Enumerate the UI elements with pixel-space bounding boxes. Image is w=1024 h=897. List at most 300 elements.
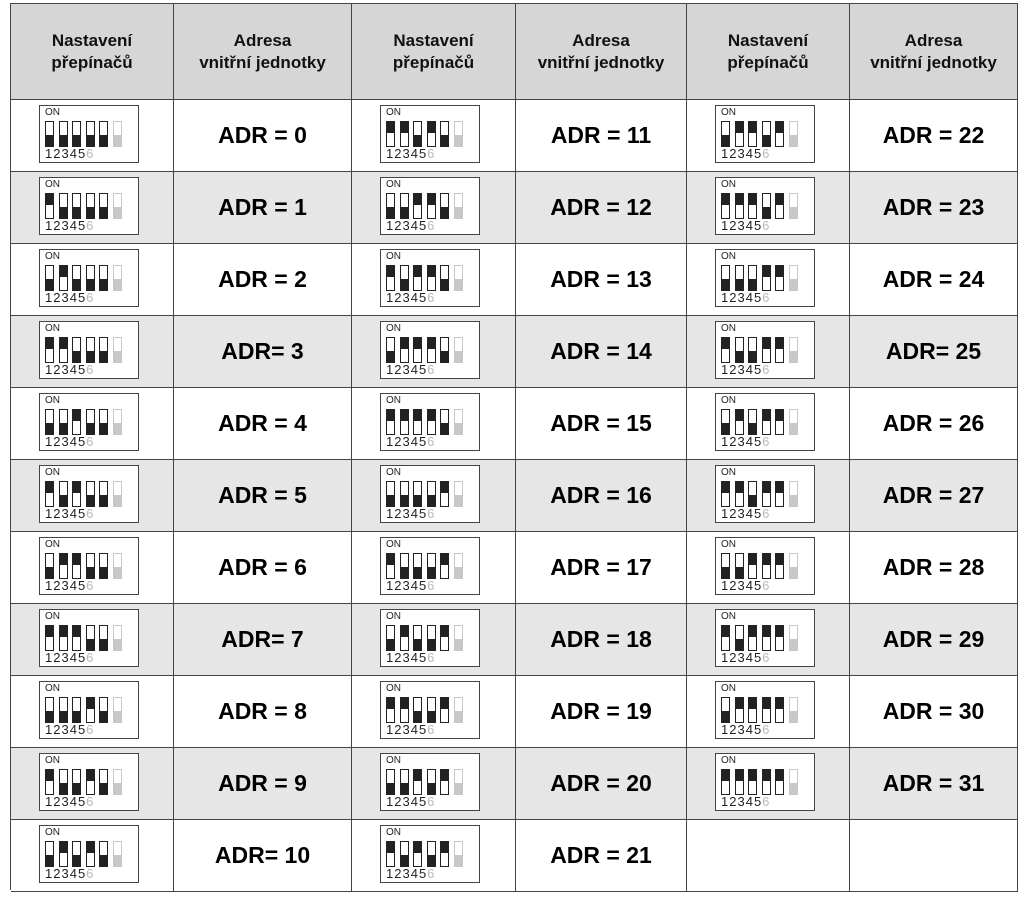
switch-cell [11,388,174,460]
switch-lever-2 [59,553,68,579]
switch-lever-3 [413,121,422,147]
dip-switch-icon [39,393,139,451]
switch-number: 5 [418,434,428,449]
switch-number: 2 [53,506,62,521]
switch-cell [11,820,174,892]
switch-lever-3 [413,625,422,651]
switch-lever-2 [735,121,744,147]
switch-number: 1 [45,218,54,233]
switch-lever-1 [721,481,730,507]
switch-number: 5 [77,506,87,521]
switch-number: 3 [737,434,746,449]
switch-numbers [721,363,770,377]
switch-number: 1 [386,434,395,449]
switch-lever-2 [400,841,409,867]
table-row [11,820,1018,892]
switch-number: 5 [753,506,763,521]
address-cell [174,676,352,748]
switch-lever-6 [454,769,463,795]
switch-number: 2 [394,794,403,809]
switch-lever-4 [427,841,436,867]
on-label: ON [45,539,60,550]
switch-lever-6 [454,625,463,651]
switch-lever-2 [59,409,68,435]
switch-lever-4 [762,625,771,651]
switch-lever-4 [762,409,771,435]
switch-number: 6 [427,650,436,665]
switch-number: 6 [86,218,95,233]
header-indoor-address [850,4,1018,100]
switch-number: 5 [753,722,763,737]
switch-lever-5 [440,841,449,867]
switch-lever-6 [113,409,122,435]
header-label: Adresa vnitřní jednotky [537,30,665,72]
on-label: ON [386,179,401,190]
switch-lever-6 [113,697,122,723]
switch-lever-5 [775,769,784,795]
switch-number: 4 [410,218,419,233]
address-value: ADR = 17 [550,554,652,580]
switch-lever-3 [72,193,81,219]
switch-lever-1 [386,121,395,147]
switch-lever-4 [427,265,436,291]
switch-lever-6 [789,337,798,363]
header-switch-setting [687,4,850,100]
dip-switch-icon [380,105,480,163]
switch-number: 2 [729,218,738,233]
switch-lever-1 [721,553,730,579]
dip-switch-icon [715,105,815,163]
switch-number: 5 [753,434,763,449]
switch-number: 5 [418,218,428,233]
switch-lever-4 [762,193,771,219]
switch-lever-6 [113,625,122,651]
switch-cell [687,100,850,172]
switch-lever-3 [748,697,757,723]
address-value: ADR = 27 [882,482,985,508]
switch-cell [352,676,516,748]
switch-lever-2 [400,265,409,291]
switch-lever-3 [748,625,757,651]
switch-lever-5 [99,265,108,291]
table-row [11,460,1018,532]
switch-number: 5 [77,290,87,305]
switch-lever-4 [86,625,95,651]
on-label: ON [45,179,60,190]
switch-number: 2 [729,434,738,449]
switch-lever-3 [72,265,81,291]
switch-cell [352,388,516,460]
switch-number: 1 [721,290,730,305]
switch-numbers [386,219,435,233]
switch-number: 1 [45,794,54,809]
address-value: ADR= 10 [214,842,311,868]
switch-number: 6 [427,506,436,521]
table-row [11,388,1018,460]
switch-lever-1 [45,625,54,651]
switch-lever-1 [721,337,730,363]
switch-number: 4 [69,146,78,161]
switch-number: 4 [69,794,78,809]
dip-switch-icon [715,393,815,451]
on-label: ON [721,683,736,694]
switch-number: 1 [45,146,54,161]
switch-lever-4 [86,337,95,363]
switch-cell [11,316,174,388]
on-label: ON [45,755,60,766]
switch-lever-3 [72,409,81,435]
switch-lever-6 [789,121,798,147]
switch-lever-6 [113,337,122,363]
switch-number: 4 [745,794,754,809]
address-value: ADR = 31 [882,770,985,796]
table-header [11,4,1018,100]
switch-numbers [45,723,94,737]
dip-switch-icon [715,177,815,235]
address-cell [850,172,1018,244]
switch-number: 6 [86,722,95,737]
switch-number: 6 [427,866,436,881]
switch-lever-5 [775,121,784,147]
address-cell [516,820,687,892]
switch-number: 5 [77,362,87,377]
switch-lever-5 [440,409,449,435]
switch-lever-2 [735,193,744,219]
switch-lever-6 [789,265,798,291]
switch-lever-2 [735,409,744,435]
switch-number: 5 [77,218,87,233]
switch-number: 1 [721,146,730,161]
dip-switch-icon [715,465,815,523]
address-cell [516,172,687,244]
switch-lever-4 [86,193,95,219]
switch-number: 3 [61,506,70,521]
switch-numbers [386,147,435,161]
switch-cell [687,316,850,388]
switch-cell [352,820,516,892]
header-switch-setting [352,4,516,100]
table-row [11,172,1018,244]
switch-number: 5 [753,794,763,809]
address-cell [174,316,352,388]
switch-lever-6 [113,121,122,147]
on-label: ON [721,107,736,118]
address-cell [850,388,1018,460]
switch-numbers [45,507,94,521]
switch-cell [352,100,516,172]
switch-number: 4 [745,650,754,665]
switch-number: 1 [386,722,395,737]
switch-lever-6 [113,841,122,867]
switch-number: 4 [69,506,78,521]
switch-lever-1 [721,121,730,147]
switch-number: 5 [418,362,428,377]
table-row [11,676,1018,748]
switch-lever-6 [454,481,463,507]
switch-lever-2 [735,481,744,507]
switch-lever-6 [454,841,463,867]
switch-number: 4 [745,722,754,737]
switch-number: 4 [410,794,419,809]
switch-lever-6 [454,265,463,291]
switch-number: 5 [77,722,87,737]
switch-number: 3 [61,578,70,593]
switch-number: 5 [753,146,763,161]
switch-lever-1 [386,841,395,867]
dip-switch-icon [39,609,139,667]
switch-number: 1 [45,290,54,305]
switch-number: 3 [61,146,70,161]
switch-number: 4 [69,578,78,593]
address-cell [174,820,352,892]
address-value: ADR = 26 [882,410,985,436]
switch-lever-6 [113,481,122,507]
dip-switch-icon [715,681,815,739]
switch-number: 1 [386,578,395,593]
switch-number: 5 [77,794,87,809]
dip-switch-icon [380,321,480,379]
dip-switch-icon [39,105,139,163]
switch-cell [687,820,850,892]
switch-lever-1 [386,481,395,507]
switch-number: 1 [45,722,54,737]
switch-number: 6 [762,218,771,233]
switch-lever-5 [99,697,108,723]
switch-number: 3 [402,866,411,881]
switch-number: 3 [737,650,746,665]
switch-number: 3 [402,578,411,593]
switch-number: 3 [61,434,70,449]
switch-cell [11,172,174,244]
switch-lever-4 [86,553,95,579]
on-label: ON [45,107,60,118]
header-label: Nastavení přepínačů [727,30,809,72]
switch-number: 4 [410,146,419,161]
switch-lever-6 [789,553,798,579]
switch-cell [687,532,850,604]
dip-switch-icon [39,321,139,379]
switch-lever-3 [72,337,81,363]
switch-numbers [45,363,94,377]
switch-numbers [45,579,94,593]
switch-lever-3 [72,769,81,795]
switch-lever-6 [113,193,122,219]
switch-number: 2 [729,650,738,665]
address-value: ADR = 28 [882,554,985,580]
switch-lever-1 [45,841,54,867]
switch-lever-1 [45,265,54,291]
switch-numbers [721,579,770,593]
switch-number: 4 [745,146,754,161]
table-row [11,532,1018,604]
address-value: ADR= 3 [221,338,304,364]
switch-lever-4 [86,841,95,867]
switch-number: 1 [721,434,730,449]
switch-number: 2 [729,506,738,521]
switch-lever-2 [59,193,68,219]
dip-switch-icon [39,465,139,523]
switch-lever-5 [775,337,784,363]
on-label: ON [386,107,401,118]
switch-number: 6 [86,794,95,809]
switch-number: 6 [86,866,95,881]
address-value: ADR = 21 [550,842,652,868]
switch-number: 1 [721,578,730,593]
address-cell [516,460,687,532]
switch-numbers [45,867,94,881]
switch-lever-1 [386,409,395,435]
address-value: ADR = 6 [218,554,307,580]
switch-number: 5 [418,866,428,881]
switch-number: 4 [69,362,78,377]
switch-number: 4 [410,506,419,521]
switch-lever-2 [59,265,68,291]
switch-number: 1 [386,650,395,665]
switch-number: 6 [86,146,95,161]
switch-lever-2 [735,769,744,795]
switch-lever-4 [762,265,771,291]
switch-number: 3 [737,722,746,737]
switch-lever-2 [400,337,409,363]
switch-number: 6 [86,434,95,449]
dip-switch-icon [380,825,480,883]
address-value: ADR = 19 [550,698,652,724]
switch-lever-4 [86,409,95,435]
switch-number: 2 [53,434,62,449]
switch-number: 3 [737,290,746,305]
switch-number: 5 [418,506,428,521]
switch-number: 2 [394,362,403,377]
switch-numbers [45,435,94,449]
switch-numbers [721,795,770,809]
address-value: ADR = 18 [550,626,652,652]
switch-number: 2 [394,290,403,305]
switch-number: 2 [394,218,403,233]
switch-number: 6 [86,506,95,521]
switch-lever-3 [748,481,757,507]
switch-lever-1 [721,409,730,435]
switch-number: 5 [77,146,87,161]
switch-lever-6 [113,769,122,795]
switch-number: 4 [69,722,78,737]
switch-number: 1 [721,794,730,809]
switch-lever-6 [789,769,798,795]
switch-lever-1 [721,193,730,219]
switch-number: 6 [427,290,436,305]
address-value: ADR = 23 [882,194,985,220]
switch-number: 4 [410,866,419,881]
address-value: ADR = 14 [550,338,652,364]
switch-lever-3 [748,409,757,435]
switch-lever-1 [45,769,54,795]
switch-lever-2 [400,625,409,651]
switch-number: 1 [45,434,54,449]
address-cell [850,604,1018,676]
switch-cell [11,748,174,820]
switch-number: 5 [77,578,87,593]
switch-number: 1 [721,362,730,377]
dip-switch-icon [380,537,480,595]
switch-lever-5 [99,481,108,507]
switch-number: 4 [410,650,419,665]
switch-numbers [386,291,435,305]
switch-lever-2 [59,769,68,795]
address-cell [174,604,352,676]
switch-lever-3 [413,409,422,435]
switch-lever-4 [427,625,436,651]
header-switch-setting [11,4,174,100]
switch-number: 4 [745,362,754,377]
switch-number: 6 [762,578,771,593]
switch-number: 3 [61,290,70,305]
switch-number: 2 [729,290,738,305]
switch-number: 6 [86,578,95,593]
switch-number: 6 [427,146,436,161]
switch-lever-3 [748,769,757,795]
address-value: ADR = 0 [218,122,307,148]
switch-number: 1 [721,218,730,233]
switch-number: 3 [61,866,70,881]
switch-lever-3 [748,265,757,291]
switch-number: 1 [721,722,730,737]
switch-lever-3 [413,193,422,219]
switch-number: 5 [418,650,428,665]
switch-lever-4 [427,193,436,219]
switch-lever-3 [72,553,81,579]
switch-lever-5 [99,769,108,795]
on-label: ON [386,827,401,838]
switch-number: 4 [745,578,754,593]
switch-lever-3 [413,553,422,579]
switch-number: 1 [45,578,54,593]
switch-number: 6 [762,146,771,161]
address-cell [516,676,687,748]
switch-number: 1 [386,146,395,161]
switch-number: 2 [53,794,62,809]
switch-lever-6 [789,193,798,219]
switch-number: 2 [729,722,738,737]
switch-lever-2 [400,769,409,795]
switch-lever-1 [386,553,395,579]
switch-lever-4 [86,481,95,507]
address-cell [850,244,1018,316]
switch-number: 3 [402,434,411,449]
switch-number: 3 [737,578,746,593]
switch-lever-5 [775,265,784,291]
table-row [11,604,1018,676]
switch-number: 1 [45,506,54,521]
switch-number: 2 [394,722,403,737]
on-label: ON [721,611,736,622]
switch-number: 4 [69,218,78,233]
switch-lever-5 [440,193,449,219]
switch-cell [687,748,850,820]
switch-number: 4 [410,434,419,449]
switch-lever-3 [748,337,757,363]
switch-lever-4 [427,481,436,507]
on-label: ON [721,323,736,334]
switch-lever-3 [72,841,81,867]
dip-switch-icon [715,609,815,667]
switch-number: 2 [729,362,738,377]
switch-number: 2 [53,722,62,737]
switch-numbers [386,435,435,449]
switch-lever-5 [99,121,108,147]
switch-cell [11,244,174,316]
switch-lever-2 [735,553,744,579]
header-indoor-address [174,4,352,100]
header-label: Nastavení přepínačů [51,30,133,72]
